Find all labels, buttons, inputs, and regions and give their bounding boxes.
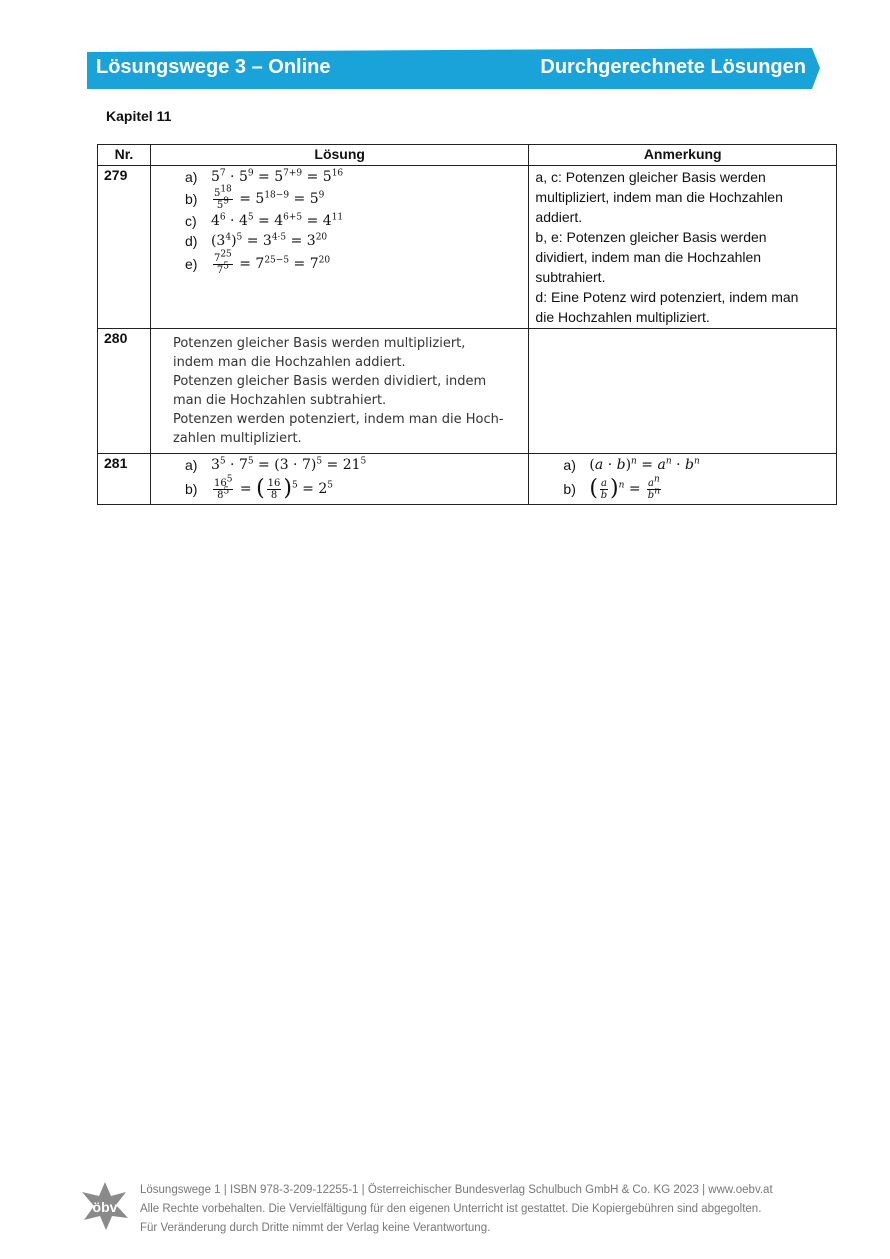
math-expression: $\frac{5^{18}}{5^9}$ = $5^{18-9} = 5^9$ <box>213 184 325 211</box>
item-label: e) <box>184 256 198 272</box>
note-item <box>563 475 830 503</box>
row-nr: 279 <box>98 166 151 329</box>
item-label: c) <box>184 213 197 229</box>
solution-item <box>185 251 522 277</box>
item-label: b) <box>563 481 576 497</box>
note-line: subtrahiert. <box>535 269 606 285</box>
note-line: addiert. <box>535 209 583 225</box>
item-label: b) <box>184 481 198 497</box>
chapter-title: Kapitel 11 <box>106 108 172 124</box>
math-expression: $(a \cdot b)^n = a^n \cdot b^n$ <box>589 456 700 473</box>
item-label: a) <box>563 457 576 473</box>
note-cell <box>529 454 837 505</box>
math-expression: $\frac{7^{25}}{7^5}$ = $7^{25-5} = 7^{20}$ <box>213 249 331 276</box>
note-line: dividiert, indem man die Hochzahlen <box>535 249 762 265</box>
note-line: a, c: Potenzen gleicher Basis werden <box>535 169 766 185</box>
solutions-table <box>97 144 837 505</box>
header-anmerkung: Anmerkung <box>529 145 837 166</box>
scan-line: man die Hochzahlen subtrahiert. <box>172 393 387 408</box>
row-nr: 281 <box>98 454 151 505</box>
math-expression: $\frac{16^5}{8^5}$ = ( $\frac{16}{8}$ )$^5 = 2^5$ <box>213 474 333 501</box>
header-right-title: Durchgerechnete Lösungen <box>540 56 806 78</box>
scan-line: Potenzen werden potenziert, indem man die Hoch- <box>172 412 504 427</box>
item-label: a) <box>184 457 198 473</box>
table-header-row <box>98 145 837 166</box>
solution-item <box>185 167 522 187</box>
header-loesung: Lösung <box>150 145 528 166</box>
note-line: die Hochzahlen multipliziert. <box>535 309 710 325</box>
note-line: b, e: Potenzen gleicher Basis werden <box>535 229 767 245</box>
note-line: multipliziert, indem man die Hochzahlen <box>535 189 783 205</box>
solution-cell <box>150 166 528 329</box>
note-item <box>563 455 830 475</box>
scan-line: Potenzen gleicher Basis werden multipliziert, <box>172 336 466 351</box>
header-left-title: Lösungswege 3 – Online <box>96 56 331 78</box>
solution-item <box>185 231 522 251</box>
item-label: d) <box>184 233 198 249</box>
scan-line: zahlen multipliziert. <box>172 431 302 446</box>
math-expression: $5^7 \cdot 5^9 = 5^{7+9} = 5^{16}$ <box>210 168 344 185</box>
scan-line: indem man die Hochzahlen addiert. <box>172 355 406 370</box>
scanned-text <box>157 330 522 452</box>
note-line: d: Eine Potenz wird potenziert, indem man <box>535 289 799 305</box>
note-cell <box>529 166 837 329</box>
footer-line: Für Veränderung durch Dritte nimmt der Verlag keine Verantwortung. <box>140 1222 491 1234</box>
item-label: b) <box>184 191 198 207</box>
header-banner <box>87 48 820 89</box>
header-nr: Nr. <box>98 145 151 166</box>
math-expression: $4^6 \cdot 4^5 = 4^{6+5} = 4^{11}$ <box>210 212 344 229</box>
math-expression: $(3^4)^5 = 3^{4\cdot 5} = 3^{20}$ <box>210 232 328 249</box>
solution-cell <box>150 329 528 454</box>
row-nr: 280 <box>98 329 151 454</box>
table-row <box>98 166 837 329</box>
solution-item <box>185 475 522 503</box>
solution-item <box>184 184 522 211</box>
oebv-logo <box>80 1180 130 1232</box>
logo-text: öbv <box>92 1199 118 1215</box>
math-expression: $3^5 \cdot 7^5 = (3 \cdot 7)^5 = 21^5$ <box>210 456 367 473</box>
footer <box>140 1181 773 1238</box>
table-row <box>98 329 837 454</box>
solution-cell <box>150 454 528 505</box>
item-label: a) <box>184 169 198 185</box>
solution-item <box>185 455 522 475</box>
solution-item <box>185 211 522 231</box>
footer-line: Lösungswege 1 | ISBN 978-3-209-12255-1 | Österreichischer Bundesverlag Schulbuch GmbH & Co. KG 2023 | www.oebv.at <box>140 1184 773 1196</box>
footer-line: Alle Rechte vorbehalten. Die Vervielfältigung für den eigenen Unterricht ist gestattet. Die Kopiergebühren sind abgegolten. <box>140 1203 762 1215</box>
math-expression: ( $\frac{a}{b}$ )$^n$ = $\frac{a^n}{b^n}$ <box>589 474 660 501</box>
note-cell <box>529 329 837 454</box>
scan-line: Potenzen gleicher Basis werden dividiert, indem <box>172 374 487 389</box>
table-row <box>98 454 837 505</box>
